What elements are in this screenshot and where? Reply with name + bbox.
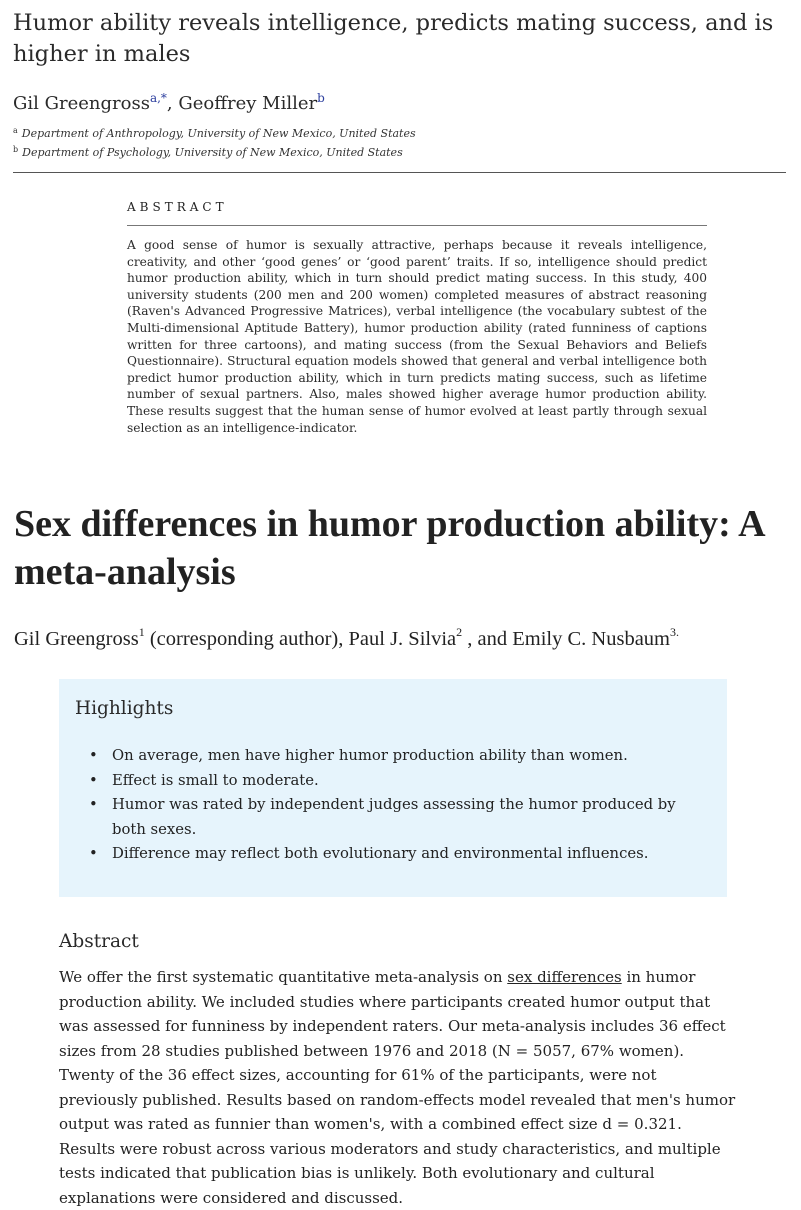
paper2-title: Sex differences in humor production ability: A meta-analysis	[14, 503, 764, 593]
bullet-icon: •	[89, 747, 98, 764]
paper2-abstract-heading: Abstract	[59, 931, 139, 952]
author-name[interactable]: Geoffrey Miller	[178, 93, 318, 114]
author-name: Paul J. Silvia	[348, 628, 457, 650]
author-name: Emily C. Nusbaum	[512, 628, 670, 650]
affiliation-mark[interactable]: a,*	[149, 91, 167, 105]
abstract-text: in humor production ability. We included studies where participants created humor output that was assessed for funniness by independent raters. Our meta-analysis includes 36 effect sizes from 28 studies published between 1976 and 2018 (N = 5057, 67% women). Twenty of the 36 effect sizes, accounting for 61% of the participants, were not previously published. Results based on random-effects model revealed that men's humor output was rated as funnier than women's, with a combined effect size d = 0.321. Results were robust across various moderators and study characteristics, and multiple tests indicated that publication bias is unlikely. Both evolutionary and cultural explanations were considered and discussed.	[59, 968, 736, 1207]
abstract-divider	[127, 225, 707, 226]
paper1-abstract: A good sense of humor is sexually attractive, perhaps because it reveals intelligence, creativity, and other ‘good genes’ or ‘good parent’ traits. If so, intelligence should predict humor production ability, which in turn should predict mating success. In this study, 400 university students (200 men and 200 women) completed measures of abstract reasoning (Raven's Advanced Progressive Matrices), verbal intelligence (the vocabulary subtest of the Multi-dimensional Aptitude Battery), humor production ability (rated funniness of captions written for three cartoons), and mating success (from the Sexual Behaviors and Beliefs Questionnaire). Structural equation models showed that general and verbal intelligence both predict humor production ability, which in turn predicts mating success, such as lifetime number of sexual partners. Also, males showed higher average humor production ability. These results suggest that the human sense of humor evolved at least partly through sexual selection as an intelligence-indicator.	[127, 238, 707, 435]
bullet-icon: •	[89, 796, 98, 813]
paper1-affiliations	[13, 123, 416, 161]
highlights-list	[75, 744, 711, 867]
bullet-icon: •	[89, 845, 98, 862]
abstract-text: We offer the first systematic quantitative meta-analysis on	[59, 968, 508, 986]
highlight-text: Humor was rated by independent judges assessing the humor produced by both sexes.	[112, 796, 676, 838]
affiliation-mark: 3.	[669, 625, 679, 639]
affiliation-letter: b	[13, 145, 19, 154]
paper1-title: Humor ability reveals intelligence, predicts mating success, and is higher in males	[13, 10, 774, 67]
affiliation-mark[interactable]: b	[317, 91, 325, 105]
affiliation-text: Department of Psychology, University of New Mexico, United States	[22, 146, 403, 159]
highlight-text: Effect is small to moderate.	[112, 771, 319, 789]
paper2-abstract	[59, 965, 739, 1210]
author-separator: , and	[462, 628, 513, 650]
highlight-text: On average, men have higher humor production ability than women.	[112, 747, 628, 764]
header-divider	[13, 172, 786, 173]
sex-differences-link[interactable]: sex differences	[507, 968, 622, 986]
author-name[interactable]: Gil Greengross	[13, 93, 150, 114]
paper2-authors	[14, 619, 679, 652]
highlight-item	[75, 793, 711, 842]
paper1-authors	[13, 85, 325, 117]
highlight-item	[75, 744, 711, 769]
abstract-heading: ABSTRACT	[127, 200, 228, 214]
affiliation-mark: 2	[456, 625, 463, 639]
highlight-item	[75, 769, 711, 794]
highlight-text: Difference may reflect both evolutionary and environmental influences.	[112, 845, 649, 862]
affiliation-mark: 1	[138, 625, 145, 639]
author-note: (corresponding author),	[144, 628, 349, 650]
highlight-item	[75, 842, 711, 867]
affiliation-letter: a	[13, 126, 18, 135]
affiliation-text: Department of Anthropology, University of New Mexico, United States	[21, 127, 416, 140]
affiliation-line	[13, 123, 416, 142]
author-name: Gil Greengross	[14, 628, 139, 650]
highlights-heading: Highlights	[75, 698, 174, 719]
author-separator: ,	[166, 93, 179, 114]
highlights-box	[59, 679, 727, 897]
affiliation-line	[13, 142, 416, 161]
bullet-icon: •	[89, 771, 98, 789]
